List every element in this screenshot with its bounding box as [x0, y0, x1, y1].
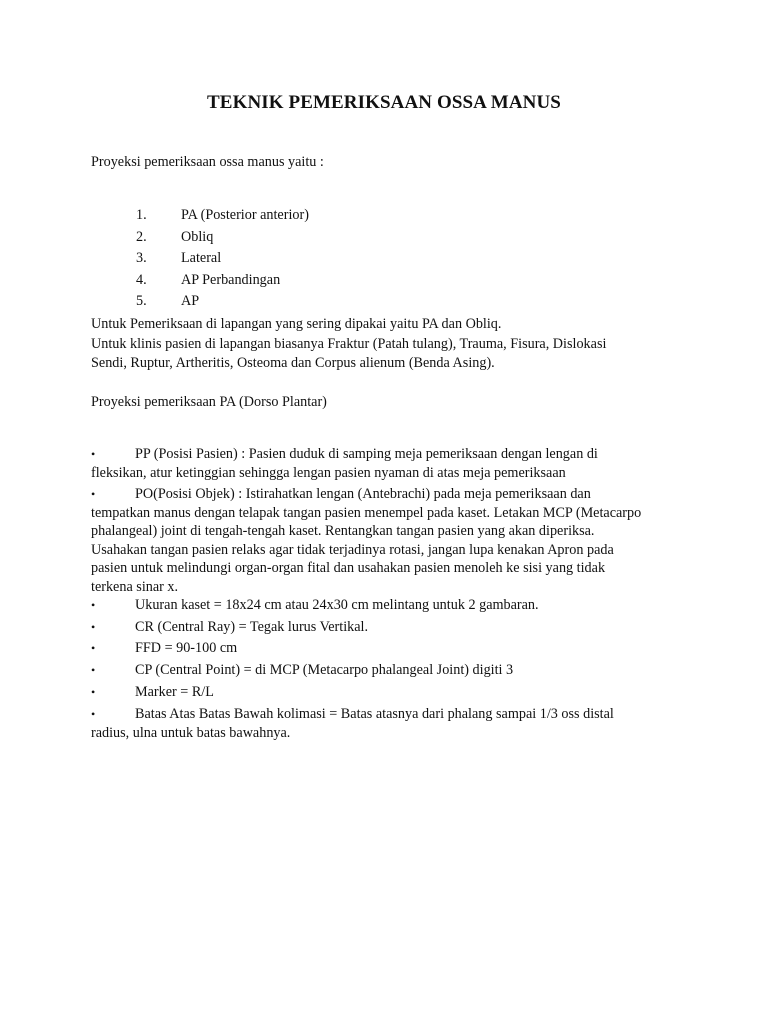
bullet-marker: •	[91, 447, 96, 461]
bullet-item	[91, 445, 691, 482]
bullet-marker: •	[91, 707, 96, 721]
bullet-line: Marker = R/L	[135, 684, 214, 700]
bullet-line: FFD = 90-100 cm	[135, 640, 238, 656]
bullet-item	[91, 683, 691, 702]
bullet-line: Usahakan tangan pasien relaks agar tidak terjadinya rotasi, jangan lupa kenakan Apron pada	[91, 541, 614, 558]
bullet-line: radius, ulna untuk batas bawahnya.	[91, 724, 291, 741]
paragraph-clinical-line2: Sendi, Ruptur, Artheritis, Osteoma dan Corpus alienum (Benda Asing).	[91, 355, 495, 371]
list-number: 5.	[136, 293, 147, 309]
bullet-item	[91, 639, 691, 658]
list-text: AP	[181, 293, 200, 309]
list-text: Obliq	[181, 229, 214, 245]
bullet-item	[91, 596, 691, 615]
document-title: TEKNIK PEMERIKSAAN OSSA MANUS	[207, 92, 561, 113]
bullet-marker: •	[91, 663, 96, 677]
bullet-line: tempatkan manus dengan telapak tangan pasien menempel pada kaset. Letakan MCP (Metacarpo	[91, 504, 642, 521]
list-text: Lateral	[181, 250, 222, 266]
list-number: 3.	[136, 250, 147, 266]
list-item	[0, 205, 768, 226]
list-number: 4.	[136, 272, 147, 288]
bullet-item	[91, 618, 691, 637]
bullet-line: fleksikan, atur ketinggian sehingga lengan pasien nyaman di atas meja pemeriksaan	[91, 464, 566, 481]
paragraph-field-usage: Untuk Pemeriksaan di lapangan yang sering dipakai yaitu PA dan Obliq.	[91, 316, 502, 332]
section-heading: Proyeksi pemeriksaan PA (Dorso Plantar)	[91, 394, 327, 410]
list-item	[0, 248, 768, 269]
bullet-marker: •	[91, 620, 96, 634]
bullet-marker: •	[91, 685, 96, 699]
list-text: AP Perbandingan	[181, 272, 281, 288]
bullet-line: PO(Posisi Objek) : Istirahatkan lengan (Antebrachi) pada meja pemeriksaan dan	[135, 486, 591, 502]
bullet-line: CR (Central Ray) = Tegak lurus Vertikal.	[135, 619, 369, 635]
bullet-marker: •	[91, 487, 96, 501]
list-item	[0, 270, 768, 291]
paragraph-clinical-line1: Untuk klinis pasien di lapangan biasanya Fraktur (Patah tulang), Trauma, Fisura, Dislokasi	[91, 336, 607, 352]
list-number: 2.	[136, 229, 147, 245]
bullet-line: PP (Posisi Pasien) : Pasien duduk di samping meja pemeriksaan dengan lengan di	[135, 446, 598, 462]
list-text: PA (Posterior anterior)	[181, 207, 309, 223]
bullet-line: CP (Central Point) = di MCP (Metacarpo phalangeal Joint) digiti 3	[135, 662, 514, 678]
bullet-item	[91, 661, 691, 680]
intro-paragraph: Proyeksi pemeriksaan ossa manus yaitu :	[91, 154, 324, 170]
bullet-line: terkena sinar x.	[91, 578, 179, 595]
list-number: 1.	[136, 207, 147, 223]
bullet-line: phalangeal) joint di tengah-tengah kaset. Rentangkan tangan pasien yang akan diperiksa.	[91, 523, 595, 539]
bullet-item	[91, 705, 691, 742]
list-item	[0, 291, 768, 312]
bullet-line: pasien untuk melindungi organ-organ fital dan usahakan pasien menoleh ke sisi yang tidak	[91, 560, 606, 576]
list-item	[0, 227, 768, 248]
bullet-item	[91, 485, 691, 596]
bullet-line: Batas Atas Batas Bawah kolimasi = Batas atasnya dari phalang sampai 1/3 oss distal	[135, 706, 614, 722]
bullet-marker: •	[91, 598, 96, 612]
bullet-marker: •	[91, 641, 96, 655]
bullet-line: Ukuran kaset = 18x24 cm atau 24x30 cm melintang untuk 2 gambaran.	[135, 597, 539, 613]
